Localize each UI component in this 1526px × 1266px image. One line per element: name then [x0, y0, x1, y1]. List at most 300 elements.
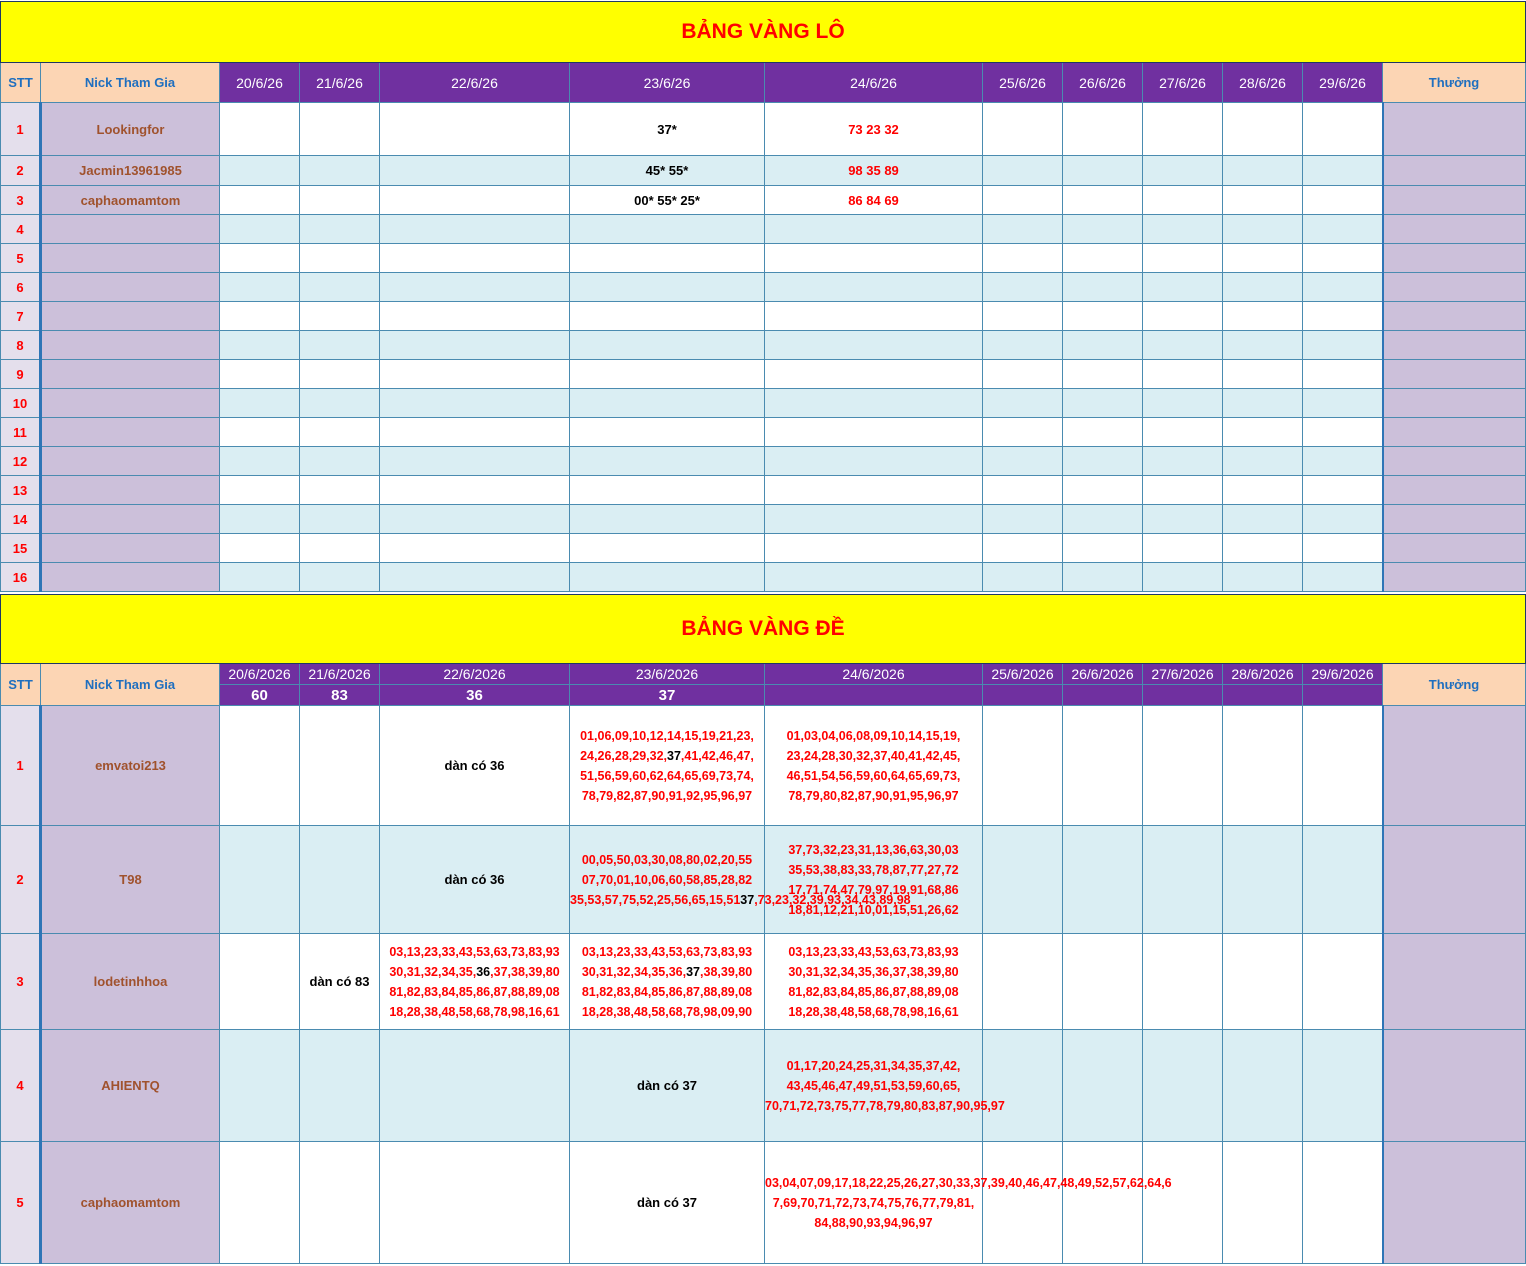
empty-cell[interactable] — [1143, 331, 1223, 360]
empty-cell[interactable] — [380, 505, 570, 534]
empty-cell[interactable] — [1223, 706, 1303, 826]
empty-cell[interactable] — [983, 215, 1063, 244]
number-segment: 30,31,32,34,35, — [389, 964, 477, 979]
empty-cell[interactable] — [220, 418, 300, 447]
pick-cell-23[interactable] — [570, 302, 765, 331]
number-segment: 18,28,38,48,58,68,78,98,16,61 — [788, 1004, 959, 1019]
empty-cell[interactable] — [983, 447, 1063, 476]
winning-number: 36 — [476, 964, 491, 979]
empty-cell[interactable] — [1303, 476, 1383, 505]
nick-cell[interactable]: caphaomamtom — [41, 186, 220, 215]
empty-cell[interactable] — [380, 476, 570, 505]
pick-cell-24[interactable] — [765, 302, 983, 331]
nick-cell[interactable] — [41, 476, 220, 505]
empty-cell[interactable] — [300, 186, 380, 215]
empty-cell[interactable] — [220, 826, 300, 934]
bonus-cell[interactable] — [1383, 103, 1526, 156]
empty-cell[interactable] — [1063, 447, 1143, 476]
empty-cell[interactable] — [1223, 826, 1303, 934]
empty-cell[interactable] — [1143, 215, 1223, 244]
empty-cell[interactable] — [380, 186, 570, 215]
empty-cell[interactable] — [300, 156, 380, 186]
number-segment: ,87,90,95,97 — [935, 1098, 1005, 1113]
row-number: 2 — [1, 826, 41, 934]
number-segment: 18,81,12,21,10,01,15,51,26,62 — [788, 902, 959, 917]
pick-cell-24[interactable] — [765, 476, 983, 505]
empty-cell[interactable] — [1063, 826, 1143, 934]
pick-cell-22[interactable]: dàn có 36 — [380, 826, 570, 934]
pick-cell-23[interactable] — [570, 331, 765, 360]
number-segment: ,37,38,39,80 — [490, 964, 560, 979]
bonus-cell[interactable] — [1383, 447, 1526, 476]
empty-cell[interactable] — [300, 418, 380, 447]
bonus-cell[interactable] — [1383, 826, 1526, 934]
bonus-cell[interactable] — [1383, 706, 1526, 826]
number-segment: 01,06,09,10,12,14,15,19,21,23, — [580, 728, 754, 743]
empty-cell[interactable] — [1143, 534, 1223, 563]
empty-cell[interactable] — [300, 331, 380, 360]
empty-cell[interactable] — [1063, 706, 1143, 826]
empty-cell[interactable] — [380, 103, 570, 156]
number-segment: ,38,39,80 — [700, 964, 753, 979]
pick-cell-23[interactable] — [570, 706, 765, 826]
empty-cell[interactable] — [220, 156, 300, 186]
empty-cell[interactable] — [1143, 476, 1223, 505]
pick-cell-23[interactable] — [570, 934, 765, 1030]
empty-cell[interactable] — [1143, 273, 1223, 302]
empty-cell[interactable] — [220, 706, 300, 826]
pick-cell-23[interactable] — [570, 447, 765, 476]
bonus-cell[interactable] — [1383, 418, 1526, 447]
pick-cell-23[interactable]: 45* 55* — [570, 156, 765, 186]
empty-cell[interactable] — [1223, 563, 1303, 592]
bonus-cell[interactable] — [1383, 534, 1526, 563]
empty-cell[interactable] — [983, 476, 1063, 505]
empty-cell[interactable] — [1143, 360, 1223, 389]
lo-header-bonus: Thưởng — [1383, 63, 1526, 103]
empty-cell[interactable] — [300, 215, 380, 244]
nick-cell[interactable] — [41, 418, 220, 447]
pick-cell-24[interactable] — [765, 447, 983, 476]
nick-cell[interactable]: emvatoi213 — [41, 706, 220, 826]
de-row — [1, 706, 1526, 826]
bonus-cell[interactable] — [1383, 934, 1526, 1030]
empty-cell[interactable] — [1143, 156, 1223, 186]
empty-cell[interactable] — [1143, 302, 1223, 331]
pick-cell-23[interactable]: dàn có 37 — [570, 1030, 765, 1142]
empty-cell[interactable] — [1143, 447, 1223, 476]
empty-cell[interactable] — [220, 103, 300, 156]
pick-cell-23[interactable] — [570, 244, 765, 273]
nick-cell[interactable] — [41, 360, 220, 389]
bonus-cell[interactable] — [1383, 331, 1526, 360]
pick-cell-24[interactable]: 86 84 69 — [765, 186, 983, 215]
empty-cell[interactable] — [380, 156, 570, 186]
empty-cell[interactable] — [380, 389, 570, 418]
pick-cell-24[interactable] — [765, 505, 983, 534]
empty-cell[interactable] — [1223, 331, 1303, 360]
empty-cell[interactable] — [220, 563, 300, 592]
lo-header-date: 23/6/26 — [570, 63, 765, 103]
row-number: 3 — [1, 934, 41, 1030]
empty-cell[interactable] — [1063, 103, 1143, 156]
pick-cell-24[interactable] — [765, 534, 983, 563]
lo-header-date: 22/6/26 — [380, 63, 570, 103]
empty-cell[interactable] — [983, 534, 1063, 563]
nick-cell[interactable] — [41, 273, 220, 302]
pick-cell-23[interactable] — [570, 418, 765, 447]
nick-cell[interactable]: T98 — [41, 826, 220, 934]
pick-cell-24[interactable] — [765, 706, 983, 826]
pick-cell-24[interactable] — [765, 563, 983, 592]
pick-cell-24[interactable] — [765, 244, 983, 273]
row-number: 12 — [1, 447, 41, 476]
nick-cell[interactable] — [41, 563, 220, 592]
empty-cell[interactable] — [1063, 534, 1143, 563]
winning-number: 37 — [667, 748, 681, 763]
empty-cell[interactable] — [1063, 331, 1143, 360]
pick-cell-24[interactable] — [765, 418, 983, 447]
pick-cell-21[interactable] — [300, 1030, 380, 1142]
empty-cell[interactable] — [983, 706, 1063, 826]
empty-cell[interactable] — [1303, 447, 1383, 476]
empty-cell[interactable] — [300, 476, 380, 505]
empty-cell[interactable] — [300, 563, 380, 592]
pick-cell-24[interactable] — [765, 360, 983, 389]
bonus-cell[interactable] — [1383, 1142, 1526, 1264]
pick-cell-23[interactable] — [570, 360, 765, 389]
empty-cell[interactable] — [983, 103, 1063, 156]
lo-row — [1, 447, 1526, 476]
pick-cell-23[interactable] — [570, 476, 765, 505]
empty-cell[interactable] — [220, 273, 300, 302]
bonus-cell[interactable] — [1383, 244, 1526, 273]
empty-cell[interactable] — [1223, 476, 1303, 505]
bonus-cell[interactable] — [1383, 215, 1526, 244]
empty-cell[interactable] — [1143, 934, 1223, 1030]
empty-cell[interactable] — [1223, 418, 1303, 447]
empty-cell[interactable] — [1063, 1030, 1143, 1142]
empty-cell[interactable] — [1223, 273, 1303, 302]
empty-cell[interactable] — [220, 360, 300, 389]
pick-cell-23[interactable] — [570, 273, 765, 302]
empty-cell[interactable] — [1223, 186, 1303, 215]
row-number: 10 — [1, 389, 41, 418]
pick-cell-23[interactable]: 37* — [570, 103, 765, 156]
pick-cell-24[interactable] — [765, 826, 983, 934]
empty-cell[interactable] — [1143, 505, 1223, 534]
pick-cell-23[interactable] — [570, 534, 765, 563]
empty-cell[interactable] — [300, 534, 380, 563]
empty-cell[interactable] — [380, 244, 570, 273]
number-segment: 43,45,46,47,49,51,53,59,60,65, — [786, 1078, 961, 1093]
empty-cell[interactable] — [1303, 244, 1383, 273]
nick-cell[interactable]: lodetinhhoa — [41, 934, 220, 1030]
pick-cell-24[interactable] — [765, 1142, 1172, 1264]
empty-cell[interactable] — [1303, 505, 1383, 534]
pick-cell-23[interactable]: 00* 55* 25* — [570, 186, 765, 215]
empty-cell[interactable] — [300, 273, 380, 302]
empty-cell[interactable] — [1303, 389, 1383, 418]
row-number: 7 — [1, 302, 41, 331]
empty-cell[interactable] — [1303, 418, 1383, 447]
empty-cell[interactable] — [220, 389, 300, 418]
empty-cell[interactable] — [983, 186, 1063, 215]
empty-cell[interactable] — [1143, 103, 1223, 156]
empty-cell[interactable] — [380, 563, 570, 592]
pick-cell-24[interactable]: 98 35 89 — [765, 156, 983, 186]
empty-cell[interactable] — [1223, 1142, 1303, 1264]
empty-cell[interactable] — [380, 418, 570, 447]
pick-cell-24[interactable] — [765, 934, 983, 1030]
number-segment: 35,53,38,83,33,78,87,77,27,72 — [788, 862, 959, 877]
pick-cell-22[interactable]: dàn có 36 — [380, 706, 570, 826]
nick-cell[interactable] — [41, 534, 220, 563]
bonus-cell[interactable] — [1383, 476, 1526, 505]
empty-cell[interactable] — [1143, 389, 1223, 418]
empty-cell[interactable] — [300, 244, 380, 273]
empty-cell[interactable] — [220, 534, 300, 563]
de-table — [0, 594, 1526, 1264]
nick-cell[interactable]: AHIENTQ — [41, 1030, 220, 1142]
empty-cell[interactable] — [220, 934, 300, 1030]
empty-cell[interactable] — [1143, 706, 1223, 826]
empty-cell[interactable] — [1063, 215, 1143, 244]
empty-cell[interactable] — [983, 156, 1063, 186]
empty-cell[interactable] — [380, 215, 570, 244]
number-segment: 24,26,28,29,32, — [580, 748, 667, 763]
empty-cell[interactable] — [983, 934, 1063, 1030]
empty-cell[interactable] — [220, 186, 300, 215]
empty-cell[interactable] — [1303, 156, 1383, 186]
empty-cell[interactable] — [1063, 563, 1143, 592]
empty-cell[interactable] — [380, 534, 570, 563]
empty-cell[interactable] — [1143, 1030, 1223, 1142]
number-segment: 81,82,83,84,85,86,87,88,89,08 — [581, 984, 753, 999]
de-header-date: 28/6/2026 — [1223, 664, 1303, 685]
number-segment: 84,88,90,93,94,96,97 — [814, 1215, 933, 1230]
nick-cell[interactable]: Lookingfor — [41, 103, 220, 156]
pick-cell-24[interactable]: 73 23 32 — [765, 103, 983, 156]
empty-cell[interactable] — [220, 447, 300, 476]
empty-cell[interactable] — [1223, 934, 1303, 1030]
bonus-cell[interactable] — [1383, 186, 1526, 215]
number-segment: 03,13,23,33,43,53,63,73,83,93 — [788, 944, 959, 959]
lo-row — [1, 103, 1526, 156]
empty-cell[interactable] — [1063, 273, 1143, 302]
empty-cell[interactable] — [983, 273, 1063, 302]
empty-cell[interactable] — [1223, 103, 1303, 156]
pick-cell-22[interactable] — [380, 1142, 570, 1264]
empty-cell[interactable] — [1143, 563, 1223, 592]
empty-cell[interactable] — [220, 244, 300, 273]
empty-cell[interactable] — [1143, 1142, 1223, 1264]
bonus-cell[interactable] — [1383, 273, 1526, 302]
bonus-cell[interactable] — [1383, 302, 1526, 331]
empty-cell[interactable] — [220, 302, 300, 331]
nick-cell[interactable] — [41, 302, 220, 331]
lo-row — [1, 476, 1526, 505]
nick-cell[interactable] — [41, 447, 220, 476]
empty-cell[interactable] — [983, 418, 1063, 447]
empty-cell[interactable] — [1303, 331, 1383, 360]
nick-cell[interactable] — [41, 244, 220, 273]
empty-cell[interactable] — [983, 302, 1063, 331]
empty-cell[interactable] — [1223, 389, 1303, 418]
empty-cell[interactable] — [300, 360, 380, 389]
empty-cell[interactable] — [983, 331, 1063, 360]
pick-cell-21[interactable]: dàn có 83 — [300, 934, 380, 1030]
lo-header-date: 28/6/26 — [1223, 63, 1303, 103]
pick-cell-22[interactable] — [380, 934, 570, 1030]
empty-cell[interactable] — [1303, 273, 1383, 302]
empty-cell[interactable] — [1303, 563, 1383, 592]
empty-cell[interactable] — [1063, 418, 1143, 447]
bonus-cell[interactable] — [1383, 505, 1526, 534]
lo-row — [1, 360, 1526, 389]
empty-cell[interactable] — [1303, 1142, 1383, 1264]
empty-cell[interactable] — [1223, 302, 1303, 331]
empty-cell[interactable] — [300, 447, 380, 476]
empty-cell[interactable] — [1223, 534, 1303, 563]
pick-cell-24[interactable] — [765, 331, 983, 360]
empty-cell[interactable] — [300, 389, 380, 418]
empty-cell[interactable] — [983, 1030, 1063, 1142]
empty-cell[interactable] — [300, 103, 380, 156]
empty-cell[interactable] — [1303, 934, 1383, 1030]
empty-cell[interactable] — [1063, 156, 1143, 186]
empty-cell[interactable] — [1303, 1030, 1383, 1142]
empty-cell[interactable] — [983, 389, 1063, 418]
empty-cell[interactable] — [983, 1142, 1063, 1264]
empty-cell[interactable] — [1063, 360, 1143, 389]
empty-cell[interactable] — [1303, 706, 1383, 826]
bonus-cell[interactable] — [1383, 360, 1526, 389]
empty-cell[interactable] — [1223, 156, 1303, 186]
empty-cell[interactable] — [1223, 505, 1303, 534]
empty-cell[interactable] — [300, 302, 380, 331]
pick-cell-21[interactable] — [300, 706, 380, 826]
row-number: 5 — [1, 244, 41, 273]
empty-cell[interactable] — [983, 505, 1063, 534]
bonus-cell[interactable] — [1383, 389, 1526, 418]
empty-cell[interactable] — [1063, 934, 1143, 1030]
nick-cell[interactable] — [41, 505, 220, 534]
number-segment: 81,82,83,84,85,86,87,88,89,08 — [788, 984, 959, 999]
pick-cell-21[interactable] — [300, 826, 380, 934]
de-row — [1, 826, 1526, 934]
number-list — [570, 726, 764, 806]
pick-cell-23[interactable] — [570, 215, 765, 244]
pick-cell-23[interactable]: dàn có 37 — [570, 1142, 765, 1264]
empty-cell[interactable] — [1143, 418, 1223, 447]
empty-cell[interactable] — [220, 476, 300, 505]
lo-row — [1, 331, 1526, 360]
empty-cell[interactable] — [1303, 302, 1383, 331]
lo-header-date: 26/6/26 — [1063, 63, 1143, 103]
empty-cell[interactable] — [1303, 215, 1383, 244]
number-segment: 00,05,50,03,30,08,80,02,20,55 — [581, 852, 753, 867]
row-number: 9 — [1, 360, 41, 389]
bonus-cell[interactable] — [1383, 1030, 1526, 1142]
empty-cell[interactable] — [220, 1142, 300, 1264]
empty-cell[interactable] — [380, 302, 570, 331]
empty-cell[interactable] — [1063, 302, 1143, 331]
bonus-cell[interactable] — [1383, 563, 1526, 592]
nick-cell[interactable]: Jacmin13961985 — [41, 156, 220, 186]
empty-cell[interactable] — [300, 505, 380, 534]
empty-cell[interactable] — [220, 215, 300, 244]
nick-cell[interactable] — [41, 389, 220, 418]
empty-cell[interactable] — [1223, 447, 1303, 476]
empty-cell[interactable] — [983, 826, 1063, 934]
pick-cell-24[interactable] — [765, 273, 983, 302]
empty-cell[interactable] — [380, 331, 570, 360]
lo-row — [1, 244, 1526, 273]
empty-cell[interactable] — [1063, 476, 1143, 505]
empty-cell[interactable] — [983, 244, 1063, 273]
empty-cell[interactable] — [1223, 215, 1303, 244]
empty-cell[interactable] — [1303, 826, 1383, 934]
empty-cell[interactable] — [1223, 244, 1303, 273]
number-segment: 46,51,54,56,59,60,64,65,69,73, — [786, 768, 961, 783]
pick-cell-24[interactable] — [765, 1030, 1005, 1142]
pick-cell-21[interactable] — [300, 1142, 380, 1264]
pick-cell-23[interactable] — [570, 505, 765, 534]
nick-cell[interactable] — [41, 215, 220, 244]
pick-cell-23[interactable] — [570, 389, 765, 418]
empty-cell[interactable] — [380, 360, 570, 389]
empty-cell[interactable] — [1063, 389, 1143, 418]
empty-cell[interactable] — [380, 447, 570, 476]
empty-cell[interactable] — [983, 360, 1063, 389]
empty-cell[interactable] — [1063, 505, 1143, 534]
empty-cell[interactable] — [1143, 186, 1223, 215]
empty-cell[interactable] — [1303, 186, 1383, 215]
pick-cell-22[interactable] — [380, 1030, 570, 1142]
nick-cell[interactable]: caphaomamtom — [41, 1142, 220, 1264]
empty-cell[interactable] — [1303, 534, 1383, 563]
de-result — [983, 685, 1063, 706]
row-number: 4 — [1, 1030, 41, 1142]
empty-cell[interactable] — [1063, 244, 1143, 273]
number-segment: 78,79,82,87,90,91,92,95,96,97 — [581, 788, 753, 803]
de-header-date: 23/6/2026 — [570, 664, 765, 685]
nick-cell[interactable] — [41, 331, 220, 360]
empty-cell[interactable] — [1143, 244, 1223, 273]
de-result: 60 — [220, 685, 300, 706]
empty-cell[interactable] — [1303, 103, 1383, 156]
pick-cell-24[interactable] — [765, 389, 983, 418]
empty-cell[interactable] — [1223, 1030, 1303, 1142]
empty-cell[interactable] — [220, 505, 300, 534]
empty-cell[interactable] — [1143, 826, 1223, 934]
empty-cell[interactable] — [220, 1030, 300, 1142]
empty-cell[interactable] — [1303, 360, 1383, 389]
pick-cell-23[interactable] — [570, 563, 765, 592]
row-number: 1 — [1, 706, 41, 826]
empty-cell[interactable] — [1223, 360, 1303, 389]
empty-cell[interactable] — [220, 331, 300, 360]
empty-cell[interactable] — [1063, 1142, 1143, 1264]
bonus-cell[interactable] — [1383, 156, 1526, 186]
empty-cell[interactable] — [983, 563, 1063, 592]
pick-cell-24[interactable] — [765, 215, 983, 244]
empty-cell[interactable] — [1063, 186, 1143, 215]
number-list — [380, 942, 569, 1022]
empty-cell[interactable] — [380, 273, 570, 302]
row-number: 6 — [1, 273, 41, 302]
